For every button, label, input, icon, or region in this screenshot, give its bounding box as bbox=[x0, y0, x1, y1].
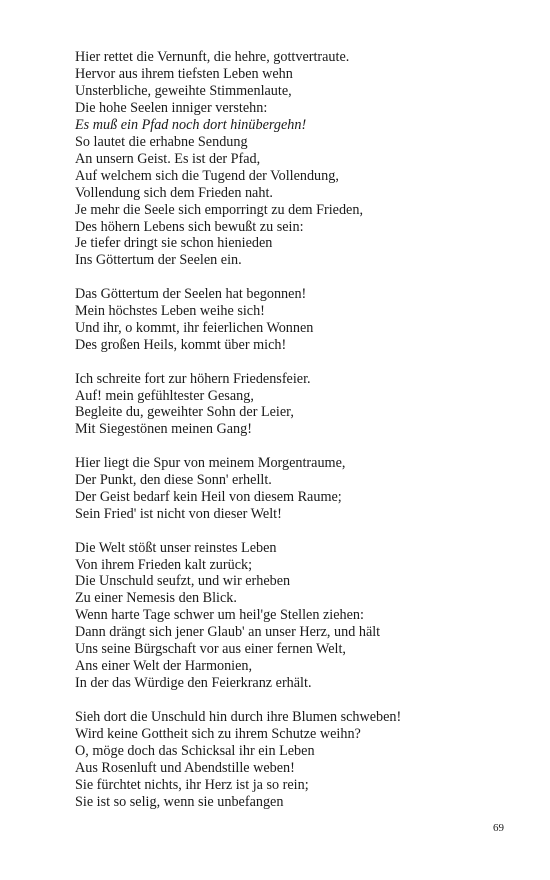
poem-line: Mit Siegestönen meinen Gang! bbox=[75, 421, 252, 438]
poem-line: Wird keine Gottheit sich zu ihrem Schutze weihn? bbox=[75, 725, 361, 742]
stanza bbox=[75, 455, 515, 523]
poem-line: Je tiefer dringt sie schon hienieden bbox=[75, 235, 273, 252]
poem-line: Sein Fried' ist nicht von dieser Welt! bbox=[75, 505, 282, 522]
poem-line: Die Unschuld seufzt, und wir erheben bbox=[75, 573, 291, 590]
poem-line: Dann drängt sich jener Glaub' an unser Herz, und hält bbox=[75, 624, 381, 641]
poem-line: Hervor aus ihrem tiefsten Leben wehn bbox=[75, 65, 293, 82]
poem-line: O, möge doch das Schicksal ihr ein Leben bbox=[75, 742, 315, 759]
poem-line: Aus Rosenluft und Abendstille weben! bbox=[75, 759, 295, 776]
poem-line: Von ihrem Frieden kalt zurück; bbox=[75, 556, 253, 573]
stanza bbox=[75, 49, 515, 269]
stanza bbox=[75, 371, 515, 439]
page-number: 69 bbox=[493, 822, 504, 834]
poem-line: Zu einer Nemesis den Blick. bbox=[75, 590, 237, 607]
poem-line: Der Geist bedarf kein Heil von diesem Raume; bbox=[75, 488, 342, 505]
poem-line: Unsterbliche, geweihte Stimmenlaute, bbox=[75, 82, 292, 99]
poem-line: Die Welt stößt unser reinstes Leben bbox=[75, 539, 277, 556]
poem-line: Hier liegt die Spur von meinem Morgentraume, bbox=[75, 455, 346, 472]
poem-line: Wenn harte Tage schwer um heil'ge Stellen ziehen: bbox=[75, 607, 364, 624]
stanza bbox=[75, 286, 515, 354]
poem-line: Sieh dort die Unschuld hin durch ihre Blumen schweben! bbox=[75, 708, 402, 725]
poem-line: Ins Göttertum der Seelen ein. bbox=[75, 252, 242, 269]
poem-line: Hier rettet die Vernunft, die hehre, gottvertraute. bbox=[75, 49, 350, 65]
poem-line: An unsern Geist. Es ist der Pfad, bbox=[75, 150, 261, 167]
poem-line: Ans einer Welt der Harmonien, bbox=[75, 658, 253, 675]
poem-line: Die hohe Seelen inniger verstehn: bbox=[75, 99, 268, 116]
poem-line: Uns seine Bürgschaft vor aus einer fernen Welt, bbox=[75, 641, 346, 658]
poem-line: Des höhern Lebens sich bewußt zu sein: bbox=[75, 218, 304, 235]
stanza bbox=[75, 709, 515, 811]
poem-line: Auf! mein gefühltester Gesang, bbox=[75, 387, 254, 404]
poem-line: Der Punkt, den diese Sonn' erhellt. bbox=[75, 472, 272, 489]
stanza bbox=[75, 540, 515, 693]
poem-line: Sie fürchtet nichts, ihr Herz ist ja so rein; bbox=[75, 776, 309, 793]
poem-line: Ich schreite fort zur höhern Friedensfeier. bbox=[75, 370, 311, 387]
poem-line: Es muß ein Pfad noch dort hinübergehn! bbox=[75, 116, 307, 133]
poem-text bbox=[75, 49, 515, 827]
poem-line: Auf welchem sich die Tugend der Vollendung, bbox=[75, 167, 339, 184]
poem-line: Mein höchstes Leben weihe sich! bbox=[75, 303, 265, 320]
poem-line: Begleite du, geweihter Sohn der Leier, bbox=[75, 404, 294, 421]
poem-line: Sie ist so selig, wenn sie unbefangen bbox=[75, 793, 284, 810]
poem-line: In der das Würdige den Feierkranz erhält. bbox=[75, 675, 312, 692]
poem-line: Das Göttertum der Seelen hat begonnen! bbox=[75, 286, 307, 303]
poem-line: Vollendung sich dem Frieden naht. bbox=[75, 184, 273, 201]
poem-line: So lautet die erhabne Sendung bbox=[75, 133, 248, 150]
poem-line: Je mehr die Seele sich emporringt zu dem Frieden, bbox=[75, 201, 363, 218]
poem-line: Und ihr, o kommt, ihr feierlichen Wonnen bbox=[75, 319, 314, 336]
poem-line: Des großen Heils, kommt über mich! bbox=[75, 336, 287, 353]
